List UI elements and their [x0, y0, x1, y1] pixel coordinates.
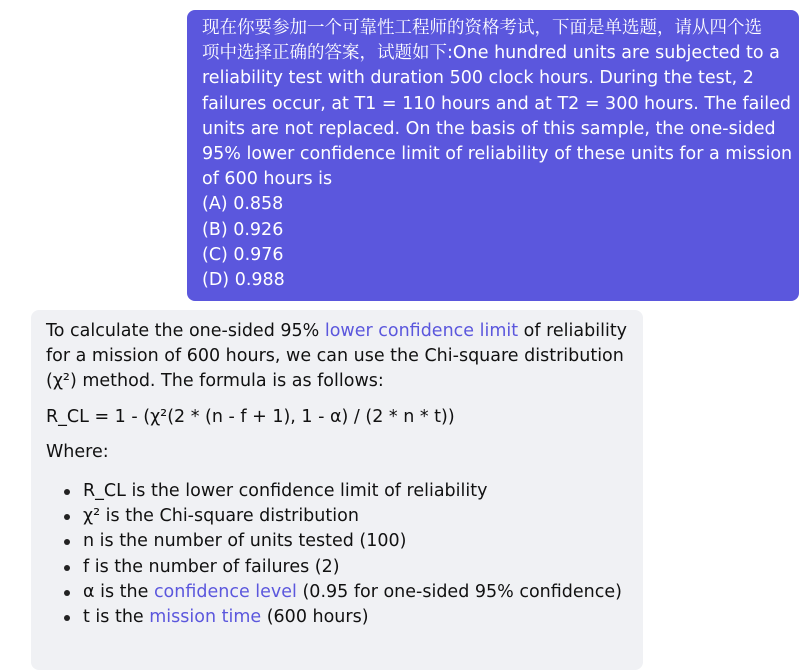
intro-text: of reliability — [518, 321, 628, 341]
formula: R_CL = 1 - (χ²(2 * (n - f + 1), 1 - α) / (2 * n * t)) — [46, 406, 455, 427]
definition-text: f is the number of failures (2) — [83, 556, 340, 577]
user-message-line: 95% lower confidence limit of reliability of these units for a mission — [202, 144, 793, 165]
mission-time-link[interactable]: mission time — [149, 607, 262, 628]
definition-item-f — [46, 555, 631, 580]
user-message-line: 现在你要参加一个可靠性工程师的资格考试，下面是单选题，请从四个选 — [202, 18, 762, 38]
definition-item-r-cl — [46, 479, 631, 504]
bullet-icon — [64, 489, 70, 495]
user-message-line: units are not replaced. On the basis of this sample, the one-sided — [202, 118, 776, 139]
intro-line-1 — [46, 319, 631, 344]
definitions-list — [46, 479, 631, 630]
definition-text: (600 hours) — [261, 607, 369, 628]
definition-text: t is the — [83, 607, 150, 628]
definition-text: α is the — [83, 581, 154, 602]
answer-option-a: (A) 0.858 — [202, 194, 284, 215]
bullet-icon — [64, 590, 70, 596]
assistant-message-bubble — [31, 310, 643, 670]
intro-line-2: for a mission of 600 hours, we can use the Chi-square distribution — [46, 346, 624, 367]
confidence-level-link[interactable]: confidence level — [153, 581, 297, 602]
definition-text: (0.95 for one-sided 95% confidence) — [296, 581, 622, 602]
definition-item-chi-square — [46, 504, 631, 529]
definition-text: χ² is the Chi-square distribution — [83, 506, 359, 527]
bullet-icon — [64, 514, 70, 520]
bullet-icon — [64, 615, 70, 621]
intro-paragraph — [46, 319, 631, 395]
definition-item-alpha — [46, 580, 631, 605]
bullet-icon — [64, 539, 70, 545]
definition-item-n — [46, 529, 631, 554]
lower-confidence-limit-link[interactable]: lower confidence limit — [324, 321, 519, 341]
intro-text: To calculate the one-sided 95% — [46, 321, 325, 341]
answer-option-d: (D) 0.988 — [202, 270, 285, 291]
definition-text: n is the number of units tested (100) — [83, 531, 407, 552]
user-message-line: failures occur, at T1 = 110 hours and at T2 = 300 hours. The failed — [202, 93, 791, 114]
where-label: Where: — [46, 441, 109, 462]
user-message-line: 项中选择正确的答案，试题如下:One hundred units are subjected to a — [202, 43, 780, 64]
bullet-icon — [64, 565, 70, 571]
definition-text: R_CL is the lower confidence limit of reliability — [83, 481, 488, 502]
user-message-line: reliability test with duration 500 clock hours. During the test, 2 — [202, 68, 754, 89]
definition-item-t — [46, 605, 631, 630]
intro-line-3: (χ²) method. The formula is as follows: — [46, 371, 384, 392]
answer-option-c: (C) 0.976 — [202, 244, 284, 265]
answer-option-b: (B) 0.926 — [202, 219, 284, 240]
user-message-bubble — [187, 10, 799, 301]
user-message-line: of 600 hours is — [202, 169, 333, 190]
